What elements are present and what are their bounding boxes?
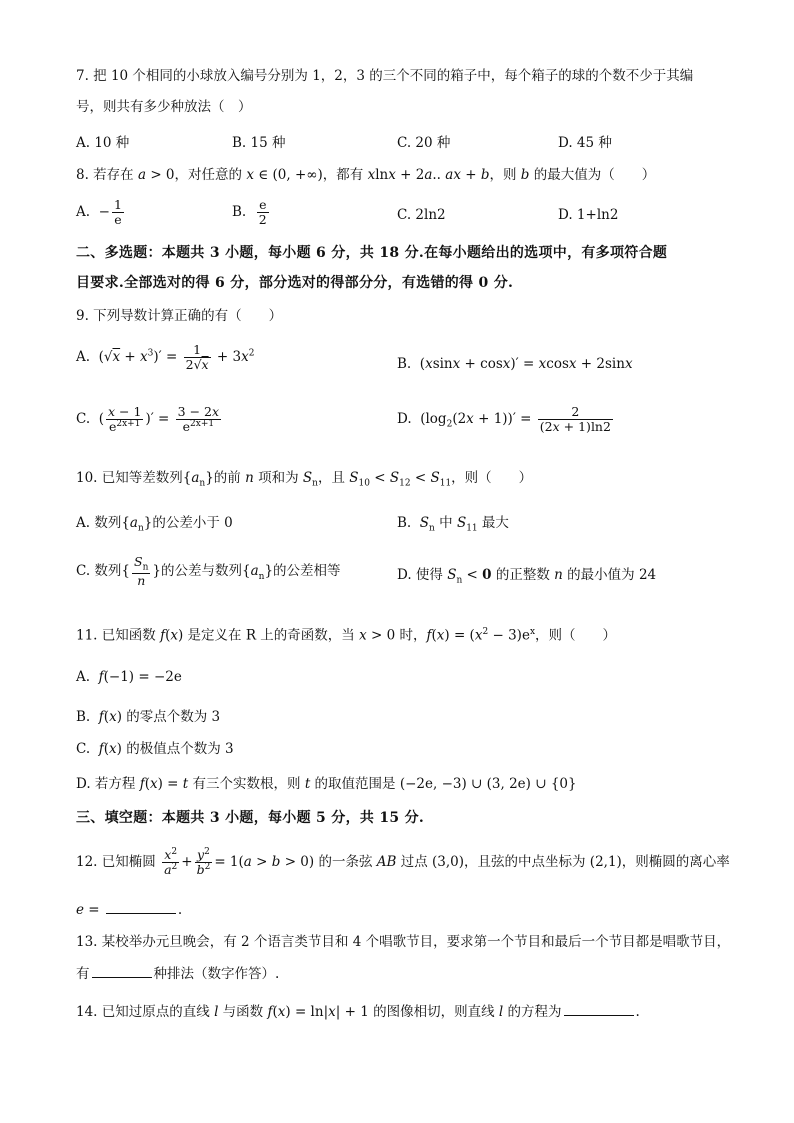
q10-option-a: A. 数列$\{a_n\}$的公差小于 0 bbox=[76, 515, 233, 534]
q9-option-d: D. $(\log_2(2x + 1))'$ = $\frac{2}{(2x + 1)\ln 2}$ bbox=[397, 404, 611, 434]
q8-option-a: A. − $\frac{1}{e}$ bbox=[76, 197, 122, 227]
q11-option-c: C. f(x) 的极值点个数为 3 bbox=[76, 741, 234, 757]
q14-stem: 14. 已知过原点的直线 l 与函数 f(x) = ln|x| + 1 的图像相切，则直线 l 的方程为 . bbox=[76, 1004, 640, 1020]
q8-option-b: B. $\frac{e}{2}$ bbox=[232, 197, 267, 227]
q12-answer-blank[interactable] bbox=[106, 901, 176, 914]
section2-heading-line1: 二、多选题：本题共 3 小题，每小题 6 分，共 18 分.在每小题给出的选项中，有多项符合题 bbox=[76, 245, 668, 261]
q9-option-c: C. ( $\frac{x - 1}{e^{2x+1}}$ )′ = $\frac{3 - 2x}{e^{2x+1}}$ bbox=[76, 404, 220, 434]
q9-option-a: A. $(√x + x^3)'$ = $\frac{1}{2√x}$ + $3x^2$ bbox=[76, 342, 255, 372]
q9-option-b: B. (xsinx + cosx)′ = xcosx + 2sinx bbox=[397, 356, 633, 372]
q13-answer-blank[interactable] bbox=[92, 965, 152, 978]
section2-heading-line2: 目要求.全部选对的得 6 分，部分选对的得部分分，有选错的得 0 分. bbox=[76, 275, 514, 291]
q11-option-b: B. f(x) 的零点个数为 3 bbox=[76, 709, 221, 725]
q14-answer-blank[interactable] bbox=[564, 1003, 634, 1016]
q10-option-c: C. 数列{ $\frac{S_n}{n}$ }的公差与数列$\{a_n\}$的公差相等 bbox=[76, 554, 341, 589]
q13-stem-line2: 有 种排法（数字作答）. bbox=[76, 966, 280, 982]
q7-option-c: C. 20 种 bbox=[397, 135, 451, 151]
q8-option-d: D. 1+ln2 bbox=[558, 207, 619, 223]
q12-stem-line2: e = . bbox=[76, 902, 183, 918]
section3-heading: 三、填空题：本题共 3 小题，每小题 5 分，共 15 分. bbox=[76, 810, 425, 826]
q7-stem-line2: 号，则共有多少种放法（ ） bbox=[76, 99, 252, 115]
q10-option-b: B. $S_n$ 中 $S_{11}$ 最大 bbox=[397, 515, 509, 534]
q8-option-c: C. 2ln2 bbox=[397, 207, 446, 223]
q13-stem-line1: 13. 某校举办元旦晚会，有 2 个语言类节目和 4 个唱歌节目，要求第一个节目和最后一个节目都是唱歌节目， bbox=[76, 934, 731, 950]
q11-option-a: A. f(−1) = −2e bbox=[76, 669, 182, 685]
q12-stem-line1: 12. 已知椭圆 $\frac{x^2}{a^2}$ + $\frac{y^2}{b^2}$ = 1(a > b > 0) 的一条弦 AB 过点 (3,0)，且弦的中点坐标为 (2,1)，则椭圆的离心率 bbox=[76, 847, 730, 878]
q11-stem: 11. 已知函数 f(x) 是定义在 R 上的奇函数，当 x > 0 时，$f(x) = (x^2 - 3)e^x$，则（ ） bbox=[76, 627, 617, 644]
q7-option-a: A. 10 种 bbox=[76, 135, 130, 151]
q7-option-d: D. 45 种 bbox=[558, 135, 612, 151]
q11-option-d: D. 若方程 f(x) = t 有三个实数根，则 t 的取值范围是 (−2e, −3) ∪ (3, 2e) ∪ {0} bbox=[76, 776, 577, 792]
q9-stem: 9. 下列导数计算正确的有（ ） bbox=[76, 308, 283, 324]
q10-option-d: D. 使得 $S_n < 0$ 的正整数 n 的最小值为 24 bbox=[397, 567, 657, 586]
q10-stem: 10. 已知等差数列$\{a_n\}$的前 n 项和为 $S_n$，且 $S_{10} < S_{12} < S_{11}$，则（ ） bbox=[76, 470, 533, 489]
q7-option-b: B. 15 种 bbox=[232, 135, 286, 151]
q7-stem-line1: 7. 把 10 个相同的小球放入编号分别为 1，2，3 的三个不同的箱子中，每个箱子的球的个数不少于其编 bbox=[76, 68, 694, 84]
q8-stem: 8. 若存在 a > 0，对任意的 x ∈ (0, +∞)，都有 xlnx + 2a.. ax + b，则 b 的最大值为（ ） bbox=[76, 167, 656, 183]
